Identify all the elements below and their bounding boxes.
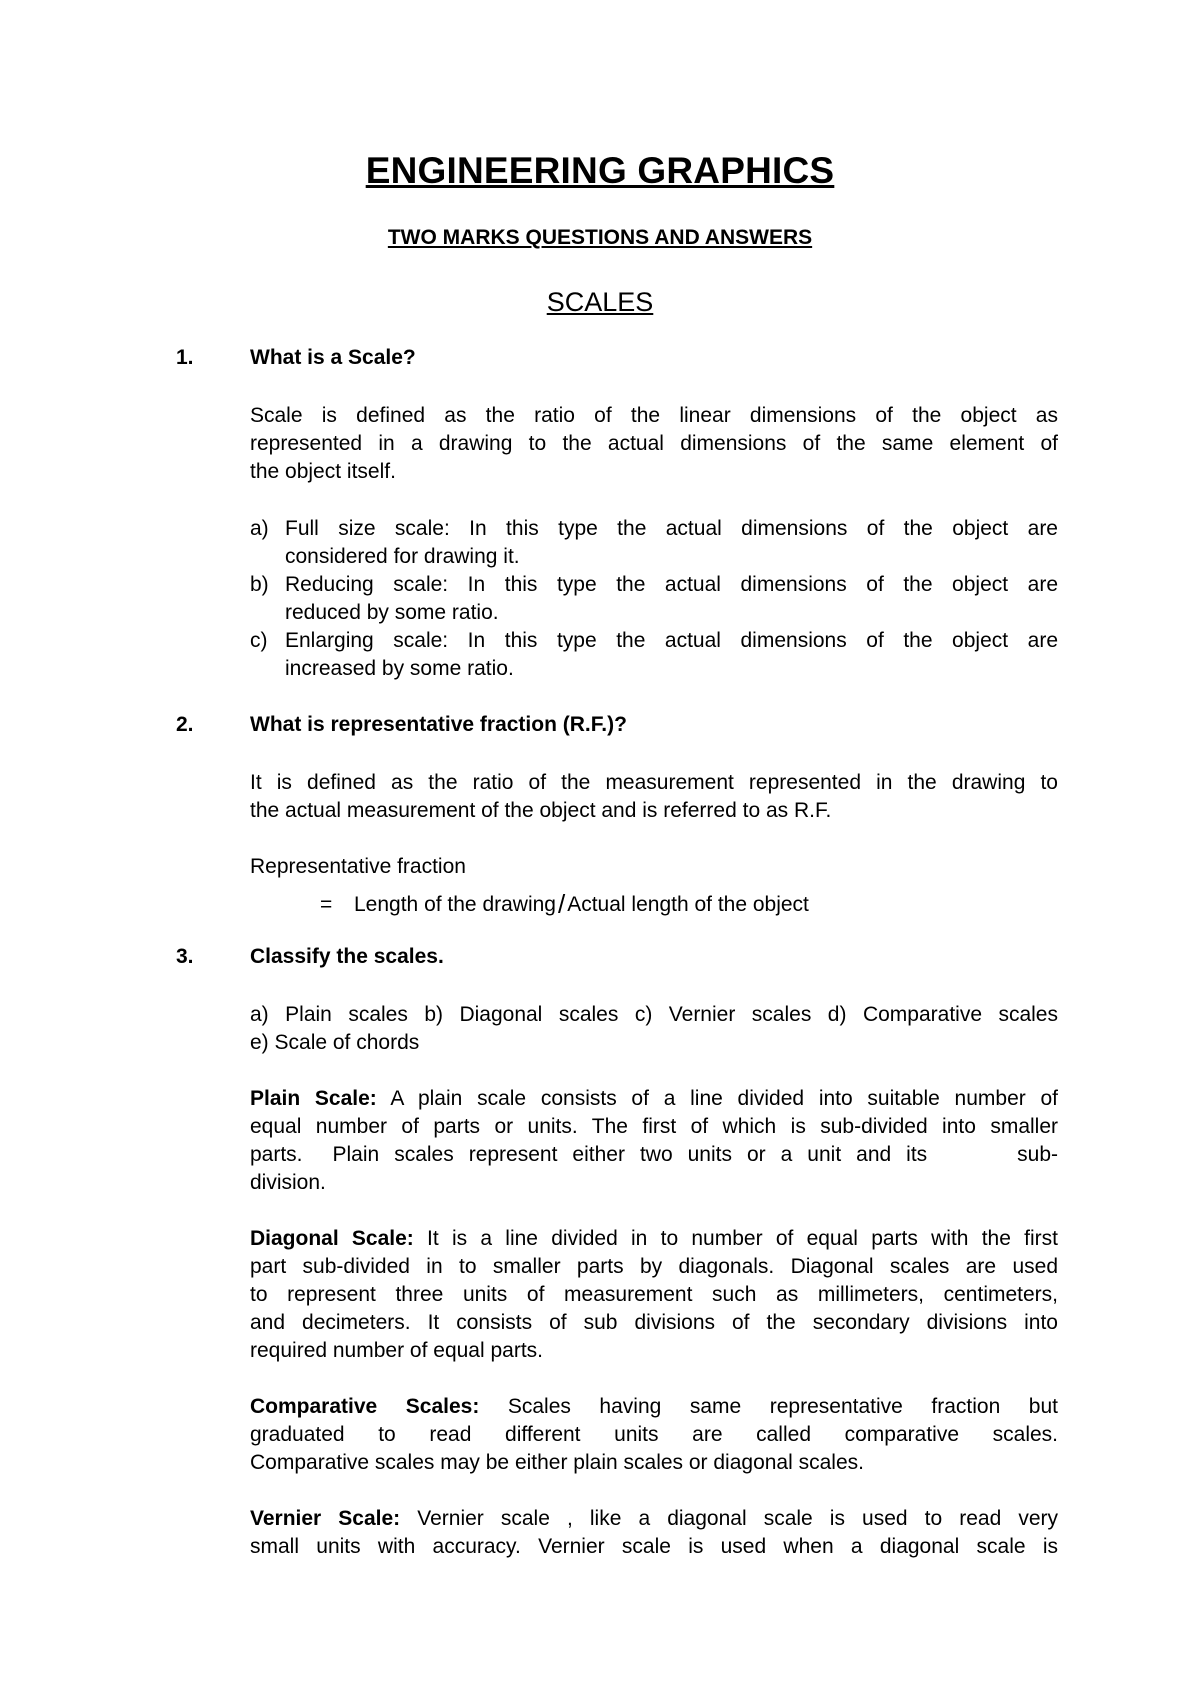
- list-item-line: Full size scale: In this type the actual dimensions of the object are: [285, 517, 1058, 540]
- vernier-scale-term: Vernier Scale:: [250, 1507, 401, 1530]
- question-1-number: 1.: [176, 346, 194, 369]
- paragraph-line: equal number of parts or units. The first of which is sub-divided into smaller: [250, 1115, 1058, 1138]
- answer-line: the actual measurement of the object and is referred to as R.F.: [250, 799, 832, 822]
- question-2-number: 2.: [176, 713, 194, 736]
- document-subtitle: TWO MARKS QUESTIONS AND ANSWERS: [387, 226, 813, 249]
- list-line: e) Scale of chords: [250, 1031, 420, 1054]
- question-3-text: Classify the scales.: [250, 945, 444, 968]
- rf-formula: [320, 887, 809, 918]
- answer-line: It is defined as the ratio of the measurement represented in the drawing to: [250, 771, 1058, 794]
- list-item-line: Reducing scale: In this type the actual dimensions of the object are: [285, 573, 1058, 596]
- paragraph-line: parts. Plain scales represent either two units or a unit and its sub-: [250, 1143, 1058, 1166]
- answer-line: Scale is defined as the ratio of the linear dimensions of the object as: [250, 404, 1058, 427]
- question-2-text: What is representative fraction (R.F.)?: [250, 713, 627, 736]
- list-item: [250, 515, 1058, 571]
- formula-numerator: Length of the drawing: [354, 893, 556, 916]
- paragraph-line: division.: [250, 1171, 326, 1194]
- comparative-scale-term: Comparative Scales:: [250, 1395, 480, 1418]
- comparative-scale-paragraph: Comparative Scales: Scales having same representative fraction but graduated to read different units are called comparative scales. Comparative scales may be either plain scales or diagonal scales.: [250, 1393, 1058, 1477]
- formula-denominator: Actual length of the object: [567, 893, 809, 916]
- list-item-marker: c): [250, 629, 268, 652]
- formula-equals: =: [320, 893, 333, 916]
- list-item: [250, 627, 1058, 683]
- document-title: ENGINEERING GRAPHICS: [365, 150, 835, 191]
- formula-slash: /: [557, 889, 566, 919]
- list-item-marker: b): [250, 573, 269, 596]
- paragraph-line: and decimeters. It consists of sub divisions of the secondary divisions into: [250, 1311, 1058, 1334]
- list-item-marker: a): [250, 517, 269, 540]
- paragraph-line: small units with accuracy. Vernier scale is used when a diagonal scale is: [250, 1535, 1058, 1558]
- list-item-line: reduced by some ratio.: [285, 601, 499, 624]
- answer-line: the object itself.: [250, 460, 396, 483]
- section-heading: [0, 287, 1200, 318]
- paragraph-line: graduated to read different units are called comparative scales.: [250, 1423, 1058, 1446]
- question-1-text: What is a Scale?: [250, 346, 416, 369]
- list-item: [250, 571, 1058, 627]
- answer-line: represented in a drawing to the actual dimensions of the same element of: [250, 432, 1058, 455]
- paragraph-line: part sub-divided in to smaller parts by diagonals. Diagonal scales are used: [250, 1255, 1058, 1278]
- vernier-scale-paragraph: Vernier Scale: Vernier scale , like a diagonal scale is used to read very small units with accuracy. Vernier scale is used when a diagonal scale is: [250, 1505, 1058, 1561]
- section-heading-text: SCALES: [546, 287, 654, 317]
- scale-types-list: [250, 1001, 1058, 1057]
- list-item-line: Enlarging scale: In this type the actual dimensions of the object are: [285, 629, 1058, 652]
- formula-label: Representative fraction: [250, 855, 466, 878]
- plain-scale-paragraph: Plain Scale: A plain scale consists of a line divided into suitable number of equal number of parts or units. The first of which is sub-divided into smaller parts. Plain scales represent either two units or a unit and its sub- division.: [250, 1085, 1058, 1197]
- plain-scale-term: Plain Scale:: [250, 1087, 377, 1110]
- list-item-line: increased by some ratio.: [285, 657, 514, 680]
- paragraph-line: Comparative scales may be either plain scales or diagonal scales.: [250, 1451, 864, 1474]
- diagonal-scale-term: Diagonal Scale:: [250, 1227, 414, 1250]
- diagonal-scale-paragraph: Diagonal Scale: It is a line divided in to number of equal parts with the first part sub-divided in to smaller parts by diagonals. Diagonal scales are used to represent three units of measurement such as millimeters, centimeters, and decimeters. It consists of sub divisions of the secondary divisions into required number of equal parts.: [250, 1225, 1058, 1365]
- paragraph-line: required number of equal parts.: [250, 1339, 544, 1362]
- question-3-number: 3.: [176, 945, 194, 968]
- list-item-line: considered for drawing it.: [285, 545, 520, 568]
- list-line: a) Plain scales b) Diagonal scales c) Vernier scales d) Comparative scales: [250, 1003, 1058, 1026]
- paragraph-line: to represent three units of measurement such as millimeters, centimeters,: [250, 1283, 1058, 1306]
- question-1-answer: [250, 402, 1058, 486]
- question-2-answer: [250, 769, 1058, 825]
